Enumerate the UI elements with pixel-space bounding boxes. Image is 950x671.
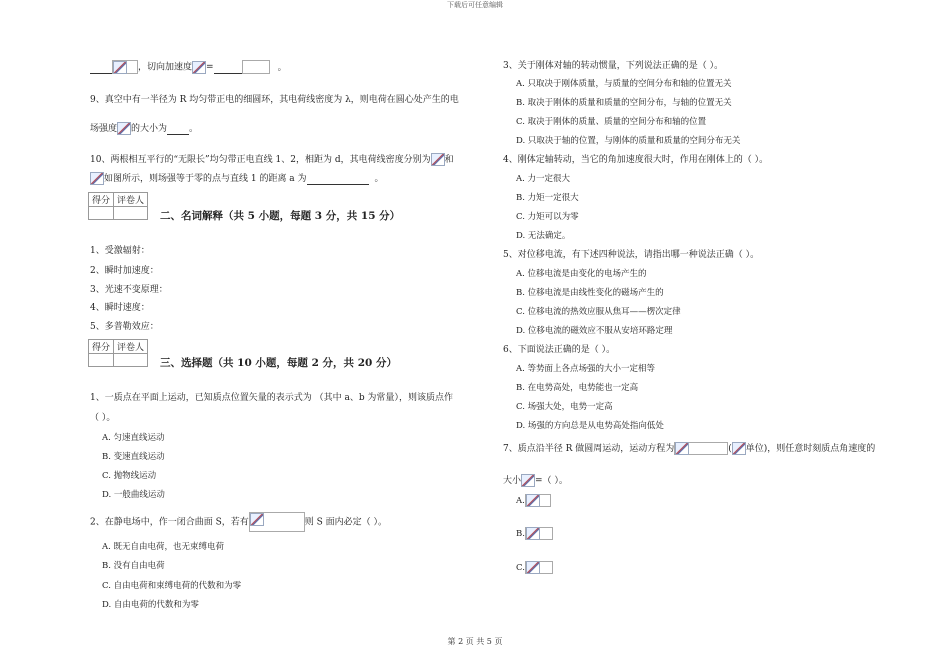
q10-text-end: 。 xyxy=(374,174,384,184)
q10-line2 xyxy=(90,172,384,185)
formula-image xyxy=(249,512,305,532)
formula-image xyxy=(525,527,553,540)
q2-text-b: 则 S 面内必定（ ）。 xyxy=(304,517,388,528)
image-icon xyxy=(675,442,689,455)
image-icon xyxy=(117,122,131,135)
option-label: C. xyxy=(516,563,525,573)
formula-image xyxy=(674,442,728,455)
q10-text-a: 10、两根相互平行的“无限长”均匀带正电直线 1、2，相距为 d，其电荷线密度分别为 xyxy=(90,155,431,165)
term-item: 4、瞬时速度： xyxy=(90,303,150,313)
image-icon xyxy=(250,513,264,526)
q9-text-a: 场强度 xyxy=(90,124,118,134)
term-item: 3、光速不变原理： xyxy=(90,285,168,295)
page-footer: 第 2 页 共 5 页 xyxy=(447,637,503,646)
q4-stem: 4、刚体定轴转动，当它的角加速度很大时，作用在刚体上的（ ）。 xyxy=(503,155,769,165)
q8-tail xyxy=(90,60,287,74)
q3-option-c: C. 取决于刚体的质量、质量的空间分布和轴的位置 xyxy=(516,117,707,127)
score-label: 得分 xyxy=(89,193,114,207)
q4-option-c: C. 力矩可以为零 xyxy=(516,212,579,222)
option-label: A. xyxy=(516,496,525,506)
q6-option-d: D. 场强的方向总是从电势高处指向低处 xyxy=(516,421,664,431)
answer-blank xyxy=(167,134,189,135)
q5-stem: 5、对位移电流，有下述四种说法，请指出哪一种说法正确（ ）。 xyxy=(503,250,760,260)
q8-text-c: 。 xyxy=(277,62,287,73)
q5-option-d: D. 位移电流的磁效应不服从安培环路定理 xyxy=(516,326,673,336)
q10-text-and: 和 xyxy=(444,155,454,165)
q9-text-b: 的大小为 xyxy=(131,124,168,134)
q1-line1: 1、一质点在平面上运动，已知质点位置矢量的表示式为 （其中 a、b 为常量），则该质点作 xyxy=(90,393,453,403)
q7-option-a xyxy=(516,494,551,507)
score-cell xyxy=(89,354,114,367)
q9-text-c: 。 xyxy=(189,124,199,134)
q10-text-b: 如图所示，则场强等于零的点与直线 1 的距离 a 为 xyxy=(104,174,307,184)
q7-text-b: ( xyxy=(728,444,732,454)
q7-text-c: 单位)，则任意时刻质点角速度的 xyxy=(745,444,876,454)
q1-option-b: B. 变速直线运动 xyxy=(102,452,165,462)
image-icon xyxy=(526,561,540,574)
q3-option-d: D. 只取决于轴的位置，与刚体的质量和质量的空间分布无关 xyxy=(516,136,741,146)
answer-blank xyxy=(214,73,242,74)
image-icon xyxy=(431,153,445,166)
q6-stem: 6、下面说法正确的是（ ）。 xyxy=(503,345,616,355)
formula-image xyxy=(525,561,553,574)
q8-text-b: = xyxy=(206,62,214,73)
q1-option-c: C. 抛物线运动 xyxy=(102,471,157,481)
q6-option-b: B. 在电势高处，电势能也一定高 xyxy=(516,383,639,393)
q5-option-c: C. 位移电流的热效应服从焦耳——楞次定律 xyxy=(516,307,681,317)
q7-option-b xyxy=(516,527,553,540)
score-cell xyxy=(89,207,114,220)
q10-line1 xyxy=(90,153,454,166)
q6-option-c: C. 场强大处，电势一定高 xyxy=(516,402,613,412)
q4-option-b: B. 力矩一定很大 xyxy=(516,193,579,203)
q3-option-a: A. 只取决于刚体质量，与质量的空间分布和轴的位置无关 xyxy=(516,79,732,89)
grader-cell xyxy=(114,354,148,367)
section3-title: 三、选择题（共 10 小题，每题 2 分，共 20 分） xyxy=(160,357,397,369)
q4-option-a: A. 力一定很大 xyxy=(516,174,571,184)
image-icon xyxy=(526,527,540,540)
q6-option-a: A. 等势面上各点场强的大小一定相等 xyxy=(516,364,656,374)
page-header: 下载后可任意编辑 xyxy=(447,1,503,9)
q4-option-d: D. 无法确定。 xyxy=(516,231,571,241)
image-icon xyxy=(192,61,206,74)
q7-option-c xyxy=(516,561,553,574)
q2-option-b: B. 没有自由电荷 xyxy=(102,561,165,571)
q2-option-c: C. 自由电荷和束缚电荷的代数和为零 xyxy=(102,581,242,591)
formula-image xyxy=(112,60,138,74)
image-icon xyxy=(113,61,127,74)
q9-line2 xyxy=(90,122,198,135)
section2-title: 二、名词解释（共 5 小题，每题 3 分，共 15 分） xyxy=(160,210,401,222)
q7-line2 xyxy=(503,474,568,487)
q7-stem xyxy=(503,442,875,455)
image-icon xyxy=(90,172,104,185)
q1-option-d: D. 一般曲线运动 xyxy=(102,490,165,500)
formula-image xyxy=(242,60,270,74)
score-label: 得分 xyxy=(89,340,114,354)
q7-text-a: 7、质点沿半径 R 做圆周运动，运动方程为 xyxy=(503,444,675,454)
term-item: 1、受激辐射： xyxy=(90,246,150,256)
image-icon xyxy=(526,494,540,507)
q8-text-a: ，切向加速度 xyxy=(138,62,193,73)
option-label: B. xyxy=(516,529,525,539)
answer-blank xyxy=(90,73,112,74)
score-table xyxy=(88,339,148,367)
grader-cell xyxy=(114,207,148,220)
term-item: 2、瞬时加速度： xyxy=(90,266,159,276)
q1-line2: （ ）。 xyxy=(90,413,116,423)
q1-option-a: A. 匀速直线运动 xyxy=(102,433,165,443)
image-icon xyxy=(521,474,535,487)
answer-blank xyxy=(307,184,369,185)
q2-stem xyxy=(90,512,387,532)
q7-text-d: 大小 xyxy=(503,476,522,486)
q2-text-a: 2、在静电场中，作一闭合曲面 S，若有 xyxy=(90,517,249,528)
q3-option-b: B. 取决于刚体的质量和质量的空间分布，与轴的位置无关 xyxy=(516,98,732,108)
q3-stem: 3、关于刚体对轴的转动惯量，下列说法正确的是（ ）。 xyxy=(503,61,724,71)
q2-option-a: A. 既无自由电荷，也无束缚电荷 xyxy=(102,542,225,552)
grader-label: 评卷人 xyxy=(114,193,148,207)
q7-text-e: =（ ）。 xyxy=(535,476,568,486)
q9-line1: 9、真空中有一半径为 R 均匀带正电的细圆环，其电荷线密度为 λ，则电荷在圆心处产生的电 xyxy=(90,95,459,105)
score-table xyxy=(88,192,148,220)
grader-label: 评卷人 xyxy=(114,340,148,354)
term-item: 5、多普勒效应： xyxy=(90,322,159,332)
formula-image xyxy=(525,494,551,507)
q5-option-a: A. 位移电流是由变化的电场产生的 xyxy=(516,269,647,279)
image-icon xyxy=(732,442,746,455)
q5-option-b: B. 位移电流是由线性变化的磁场产生的 xyxy=(516,288,664,298)
q2-option-d: D. 自由电荷的代数和为零 xyxy=(102,600,199,610)
